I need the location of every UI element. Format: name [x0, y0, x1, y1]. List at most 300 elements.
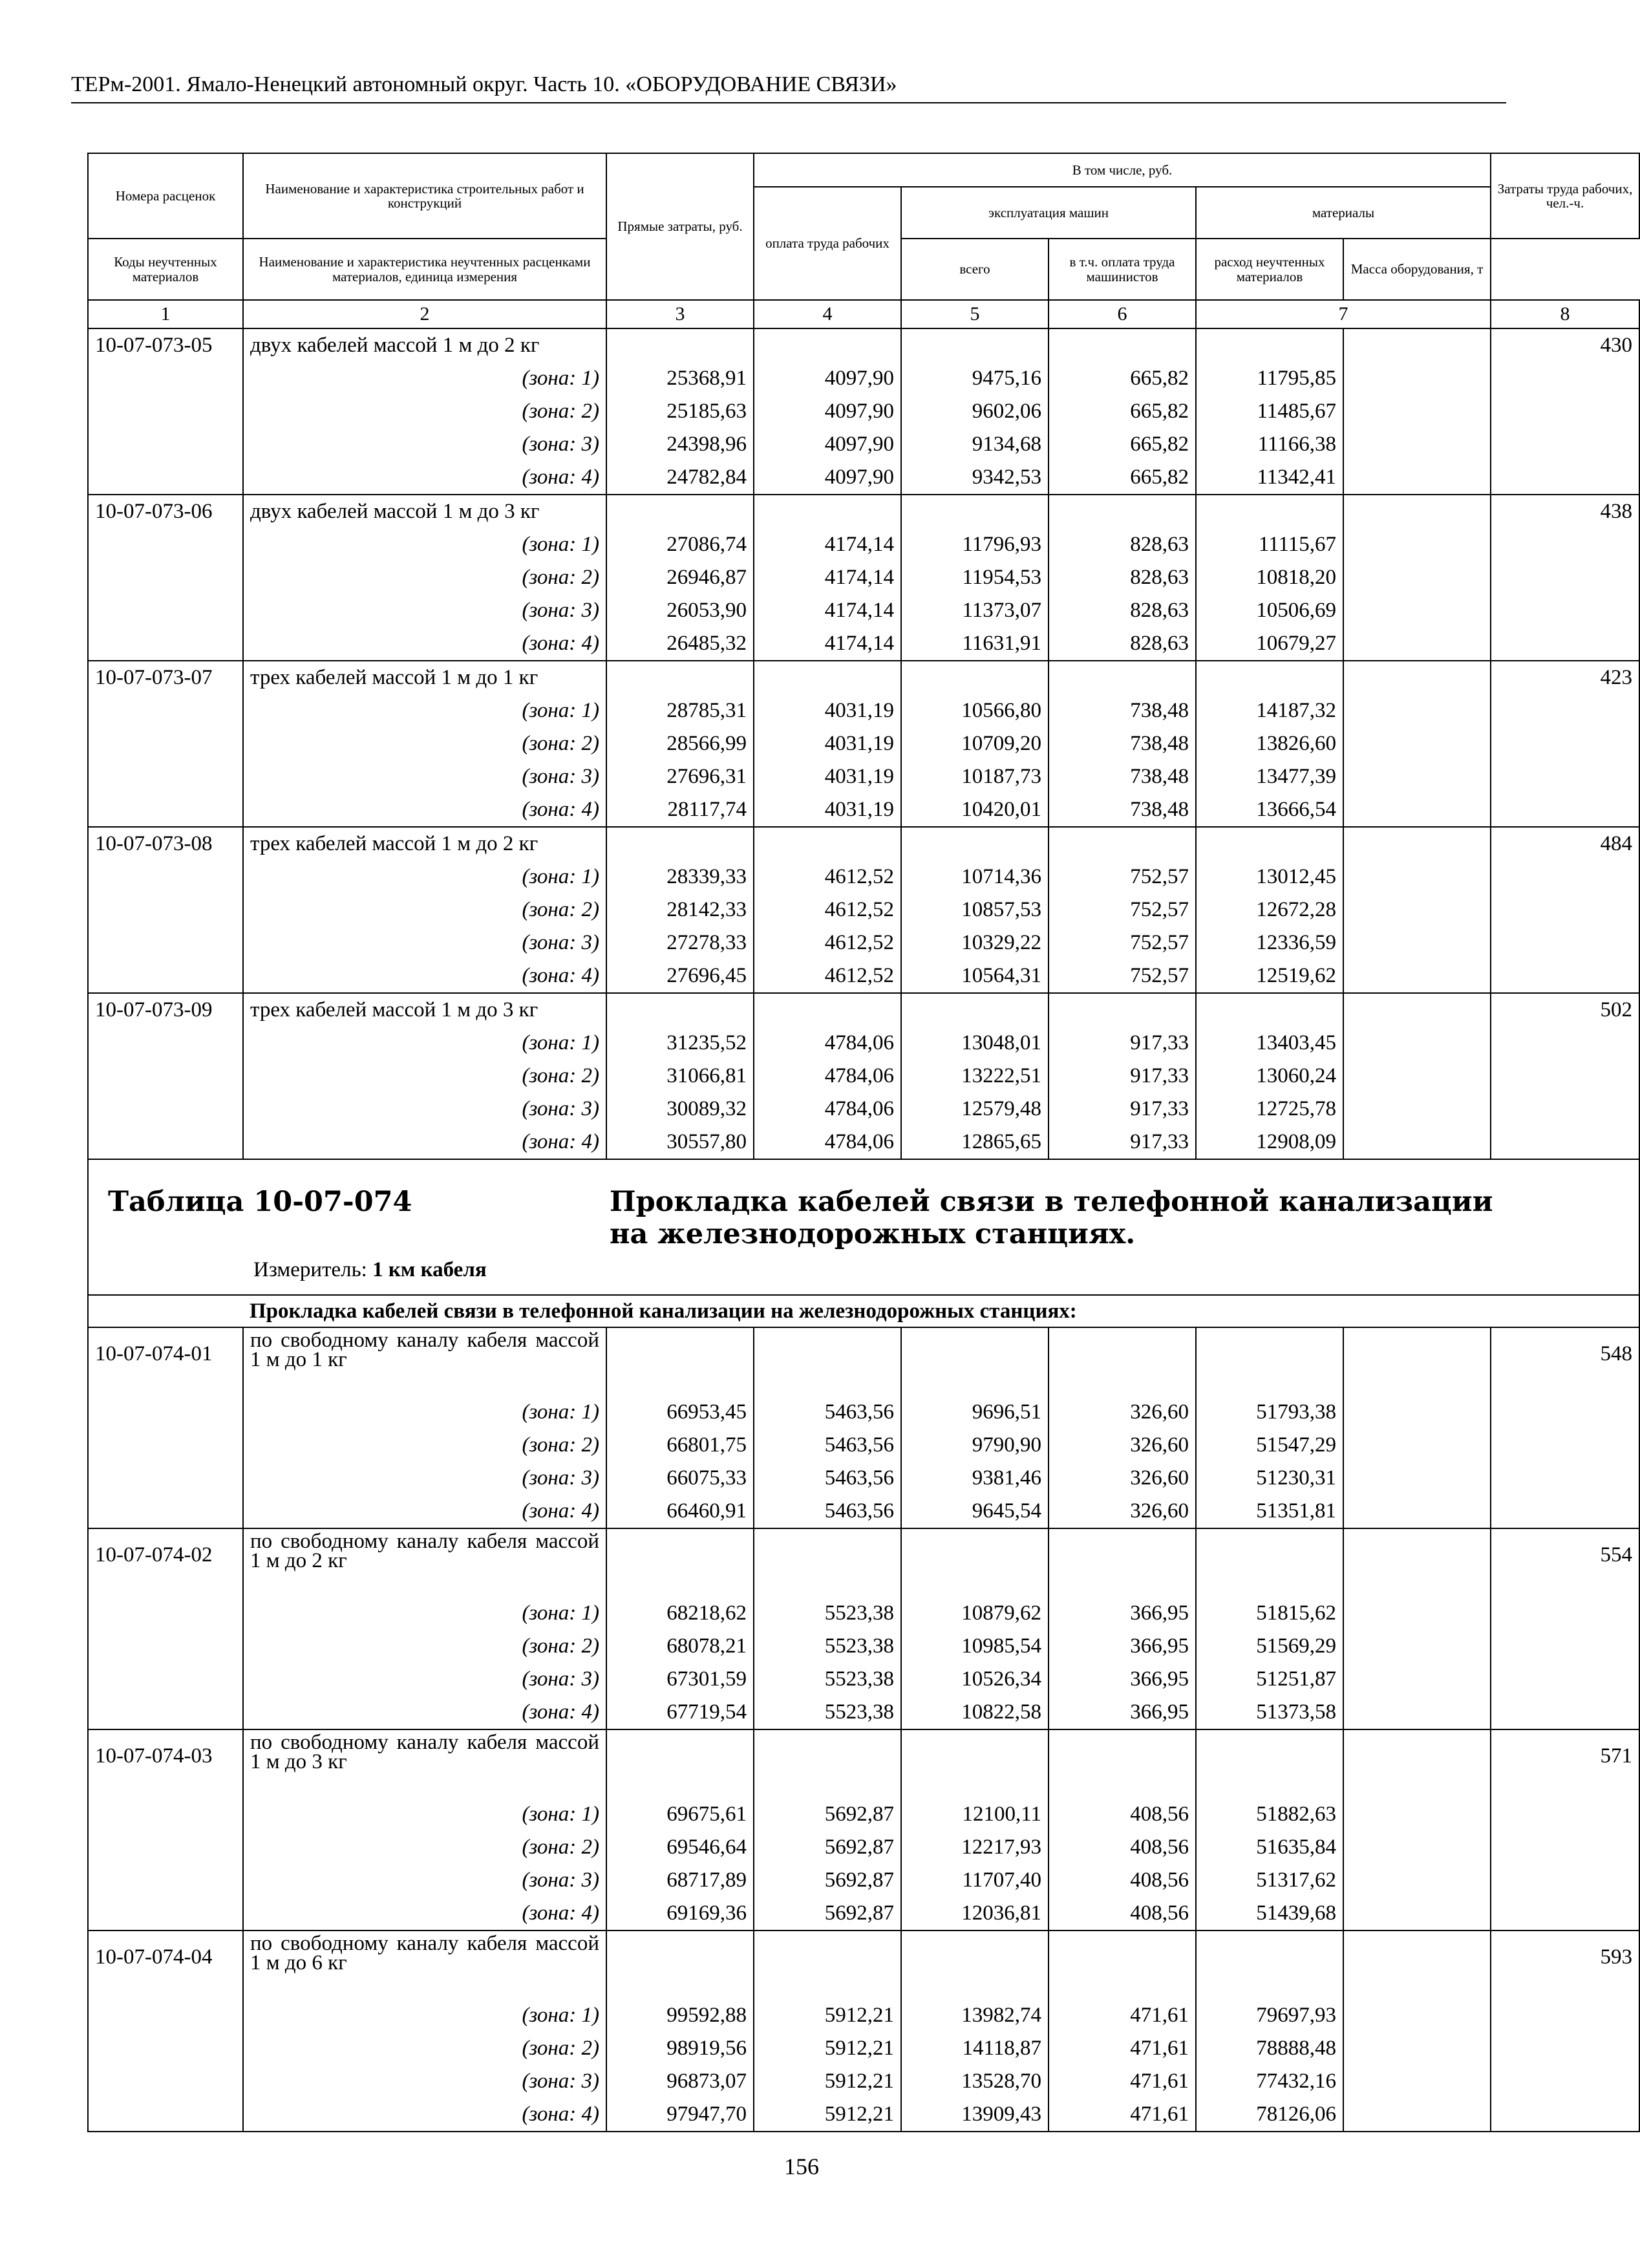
machinist-pay-value: 471,61	[1049, 2032, 1196, 2065]
col-num-5: 5	[901, 300, 1049, 328]
empty-cell	[88, 627, 243, 661]
materials-value: 12908,09	[1196, 1126, 1343, 1159]
zone-label: (зона: 1)	[243, 528, 606, 561]
rate-row	[88, 993, 1639, 1027]
empty-cell	[1491, 793, 1639, 827]
machines-total-value: 9602,06	[901, 395, 1049, 428]
zone-row	[88, 1462, 1639, 1495]
empty-cell	[1343, 1999, 1491, 2032]
machinist-pay-value: 366,95	[1049, 1630, 1196, 1663]
labor-costs: 502	[1491, 993, 1639, 1027]
materials-value: 13826,60	[1196, 727, 1343, 760]
zone-label: (зона: 4)	[243, 627, 606, 661]
direct-costs-value: 68218,62	[606, 1597, 754, 1630]
empty-cell	[1491, 1396, 1639, 1429]
materials-value: 13012,45	[1196, 861, 1343, 893]
worker-pay-value: 5692,87	[754, 1897, 901, 1931]
empty-cell	[88, 694, 243, 727]
table-section-header	[88, 1159, 1639, 1295]
empty-cell	[88, 1630, 243, 1663]
zone-row	[88, 1597, 1639, 1630]
machinist-pay-value: 366,95	[1049, 1597, 1196, 1630]
machinist-pay-value: 738,48	[1049, 727, 1196, 760]
zone-row	[88, 627, 1639, 661]
worker-pay-value: 4784,06	[754, 1126, 901, 1159]
empty-cell	[1196, 993, 1343, 1027]
machines-total-value: 11707,40	[901, 1864, 1049, 1897]
empty-cell	[1343, 1495, 1491, 1528]
direct-costs-value: 31235,52	[606, 1027, 754, 1060]
empty-cell	[1491, 1597, 1639, 1630]
worker-pay-value: 5463,56	[754, 1429, 901, 1462]
materials-value: 51882,63	[1196, 1798, 1343, 1831]
materials-value: 51230,31	[1196, 1462, 1343, 1495]
zone-row	[88, 1126, 1639, 1159]
direct-costs-value: 67719,54	[606, 1696, 754, 1729]
direct-costs-value: 25185,63	[606, 395, 754, 428]
zone-label: (зона: 2)	[243, 1429, 606, 1462]
rate-row	[88, 1931, 1639, 1999]
worker-pay-value: 4784,06	[754, 1093, 901, 1126]
materials-value: 78126,06	[1196, 2098, 1343, 2132]
machinist-pay-value: 738,48	[1049, 793, 1196, 827]
empty-cell	[1491, 1093, 1639, 1126]
empty-cell	[1491, 362, 1639, 395]
materials-value: 13477,39	[1196, 760, 1343, 793]
worker-pay-value: 4097,90	[754, 428, 901, 461]
empty-cell	[88, 1864, 243, 1897]
header-labor-costs: Затраты труда рабочих, чел.-ч.	[1491, 153, 1639, 239]
direct-costs-value: 30557,80	[606, 1126, 754, 1159]
direct-costs-value: 28142,33	[606, 893, 754, 926]
zone-label: (зона: 1)	[243, 1798, 606, 1831]
empty-cell	[88, 1126, 243, 1159]
zone-label: (зона: 4)	[243, 959, 606, 993]
empty-cell	[88, 1093, 243, 1126]
materials-value: 11115,67	[1196, 528, 1343, 561]
machinist-pay-value: 665,82	[1049, 362, 1196, 395]
machines-total-value: 10420,01	[901, 793, 1049, 827]
worker-pay-value: 4174,14	[754, 561, 901, 594]
materials-value: 11166,38	[1196, 428, 1343, 461]
header-materials: материалы	[1196, 187, 1491, 239]
unit-of-measure	[253, 1258, 487, 1282]
empty-cell	[1196, 661, 1343, 694]
worker-pay-value: 5912,21	[754, 2065, 901, 2098]
empty-cell	[88, 1597, 243, 1630]
empty-cell	[1491, 959, 1639, 993]
empty-cell	[1343, 1663, 1491, 1696]
materials-value: 12672,28	[1196, 893, 1343, 926]
materials-value: 79697,93	[1196, 1999, 1343, 2032]
empty-cell	[1491, 1696, 1639, 1729]
empty-cell	[1049, 1931, 1196, 1999]
zone-row	[88, 760, 1639, 793]
empty-cell	[1491, 760, 1639, 793]
materials-value: 78888,48	[1196, 2032, 1343, 2065]
empty-cell	[1343, 827, 1491, 861]
labor-costs: 438	[1491, 495, 1639, 528]
machines-total-value: 10566,80	[901, 694, 1049, 727]
zone-row	[88, 1864, 1639, 1897]
rate-row	[88, 495, 1639, 528]
direct-costs-value: 69546,64	[606, 1831, 754, 1864]
machinist-pay-value: 471,61	[1049, 2065, 1196, 2098]
labor-costs: 430	[1491, 328, 1639, 362]
empty-cell	[901, 328, 1049, 362]
empty-cell	[1343, 1864, 1491, 1897]
zone-label: (зона: 3)	[243, 2065, 606, 2098]
empty-cell	[88, 1999, 243, 2032]
col-num-1: 1	[88, 300, 243, 328]
machines-total-value: 10985,54	[901, 1630, 1049, 1663]
empty-cell	[88, 760, 243, 793]
empty-cell	[754, 495, 901, 528]
empty-cell	[1049, 1729, 1196, 1798]
rate-code: 10-07-073-08	[88, 827, 243, 861]
table-subheading: Прокладка кабелей связи в телефонной канализации на железнодорожных станциях:	[243, 1295, 1639, 1327]
empty-cell	[1343, 561, 1491, 594]
worker-pay-value: 5912,21	[754, 2032, 901, 2065]
empty-cell	[88, 1027, 243, 1060]
zone-row	[88, 1495, 1639, 1528]
materials-value: 51569,29	[1196, 1630, 1343, 1663]
zone-row	[88, 1093, 1639, 1126]
empty-cell	[1491, 428, 1639, 461]
materials-value: 13060,24	[1196, 1060, 1343, 1093]
materials-value: 51251,87	[1196, 1663, 1343, 1696]
empty-cell	[1196, 1931, 1343, 1999]
header-machines-total: всего	[901, 239, 1049, 300]
machines-total-value: 10857,53	[901, 893, 1049, 926]
empty-cell	[754, 661, 901, 694]
empty-cell	[88, 362, 243, 395]
machines-total-value: 9645,54	[901, 1495, 1049, 1528]
machinist-pay-value: 408,56	[1049, 1831, 1196, 1864]
materials-value: 51373,58	[1196, 1696, 1343, 1729]
col-num-8: 8	[1491, 300, 1639, 328]
direct-costs-value: 98919,56	[606, 2032, 754, 2065]
empty-cell	[88, 1060, 243, 1093]
header-material-names: Наименование и характеристика неучтенных расценками материалов, единица измерения	[243, 239, 606, 300]
worker-pay-value: 5523,38	[754, 1663, 901, 1696]
empty-cell	[1343, 461, 1491, 495]
empty-cell	[1343, 627, 1491, 661]
empty-cell	[1491, 1897, 1639, 1931]
zone-label: (зона: 4)	[243, 1495, 606, 1528]
worker-pay-value: 4174,14	[754, 528, 901, 561]
machines-total-value: 9342,53	[901, 461, 1049, 495]
empty-cell	[606, 1327, 754, 1396]
machinist-pay-value: 366,95	[1049, 1696, 1196, 1729]
empty-cell	[1343, 1831, 1491, 1864]
worker-pay-value: 5463,56	[754, 1495, 901, 1528]
empty-cell	[1343, 1093, 1491, 1126]
empty-cell	[88, 926, 243, 959]
zone-row	[88, 1630, 1639, 1663]
direct-costs-value: 68717,89	[606, 1864, 754, 1897]
worker-pay-value: 4097,90	[754, 395, 901, 428]
machinist-pay-value: 665,82	[1049, 461, 1196, 495]
direct-costs-value: 96873,07	[606, 2065, 754, 2098]
rate-name: трех кабелей массой 1 м до 1 кг	[243, 661, 606, 694]
zone-label: (зона: 3)	[243, 760, 606, 793]
empty-cell	[1491, 1495, 1639, 1528]
direct-costs-value: 24782,84	[606, 461, 754, 495]
empty-cell	[1491, 727, 1639, 760]
empty-cell	[1491, 1864, 1639, 1897]
zone-label: (зона: 1)	[243, 1027, 606, 1060]
empty-cell	[1491, 461, 1639, 495]
empty-cell	[1491, 2098, 1639, 2132]
empty-cell	[88, 1495, 243, 1528]
empty-cell	[754, 1729, 901, 1798]
header-worker-pay: оплата труда рабочих	[754, 187, 901, 300]
machinist-pay-value: 752,57	[1049, 959, 1196, 993]
empty-cell	[88, 1831, 243, 1864]
empty-cell	[1343, 328, 1491, 362]
empty-cell	[1343, 594, 1491, 627]
zone-label: (зона: 1)	[243, 362, 606, 395]
machinist-pay-value: 408,56	[1049, 1798, 1196, 1831]
worker-pay-value: 4784,06	[754, 1027, 901, 1060]
header-unaccounted-materials: расход неучтенных материалов	[1196, 239, 1343, 300]
machinist-pay-value: 828,63	[1049, 594, 1196, 627]
empty-cell	[1196, 328, 1343, 362]
zone-row	[88, 1060, 1639, 1093]
empty-cell	[88, 1897, 243, 1931]
rate-row	[88, 1528, 1639, 1597]
zone-row	[88, 362, 1639, 395]
empty-cell	[1343, 2065, 1491, 2098]
rate-name: по свободному каналу кабеля массой 1 м до 1 кг	[243, 1327, 606, 1396]
zone-label: (зона: 4)	[243, 2098, 606, 2132]
empty-cell	[1343, 1798, 1491, 1831]
machines-total-value: 9790,90	[901, 1429, 1049, 1462]
machinist-pay-value: 738,48	[1049, 760, 1196, 793]
materials-value: 51317,62	[1196, 1864, 1343, 1897]
zone-label: (зона: 3)	[243, 1864, 606, 1897]
machines-total-value: 10822,58	[901, 1696, 1049, 1729]
zone-row	[88, 1396, 1639, 1429]
worker-pay-value: 4031,19	[754, 694, 901, 727]
col-num-3: 3	[606, 300, 754, 328]
machines-total-value: 11796,93	[901, 528, 1049, 561]
empty-cell	[1343, 893, 1491, 926]
empty-cell	[1343, 1729, 1491, 1798]
empty-cell	[1491, 861, 1639, 893]
direct-costs-value: 26946,87	[606, 561, 754, 594]
table-body-a	[88, 328, 1639, 1159]
empty-cell	[606, 1528, 754, 1597]
subheading-spacer	[88, 1295, 243, 1327]
empty-cell	[88, 2065, 243, 2098]
zone-label: (зона: 1)	[243, 1597, 606, 1630]
worker-pay-value: 5912,21	[754, 2098, 901, 2132]
empty-cell	[88, 428, 243, 461]
col-num-6: 6	[1049, 300, 1196, 328]
table-title-line-1: Прокладка кабелей связи в телефонной канализации	[610, 1186, 1493, 1218]
machinist-pay-value: 408,56	[1049, 1864, 1196, 1897]
direct-costs-value: 26053,90	[606, 594, 754, 627]
rate-code: 10-07-073-07	[88, 661, 243, 694]
worker-pay-value: 4612,52	[754, 893, 901, 926]
empty-cell	[606, 1729, 754, 1798]
zone-row	[88, 694, 1639, 727]
empty-cell	[1343, 1327, 1491, 1396]
rate-code: 10-07-073-09	[88, 993, 243, 1027]
header-machinist-pay: в т.ч. оплата труда машинистов	[1049, 239, 1196, 300]
worker-pay-value: 5523,38	[754, 1630, 901, 1663]
empty-cell	[1491, 1798, 1639, 1831]
direct-costs-value: 28566,99	[606, 727, 754, 760]
worker-pay-value: 5523,38	[754, 1597, 901, 1630]
empty-cell	[1491, 694, 1639, 727]
empty-cell	[901, 993, 1049, 1027]
empty-cell	[88, 395, 243, 428]
table-title	[610, 1186, 1493, 1250]
materials-value: 13403,45	[1196, 1027, 1343, 1060]
zone-label: (зона: 3)	[243, 428, 606, 461]
empty-cell	[1049, 1327, 1196, 1396]
empty-cell	[754, 827, 901, 861]
machines-total-value: 13909,43	[901, 2098, 1049, 2132]
empty-cell	[1343, 428, 1491, 461]
materials-value: 51351,81	[1196, 1495, 1343, 1528]
empty-cell	[1196, 1528, 1343, 1597]
zone-row	[88, 461, 1639, 495]
labor-costs: 548	[1491, 1327, 1639, 1396]
machines-total-value: 14118,87	[901, 2032, 1049, 2065]
empty-cell	[901, 1327, 1049, 1396]
empty-cell	[1343, 1696, 1491, 1729]
zone-row	[88, 1663, 1639, 1696]
rate-code: 10-07-073-05	[88, 328, 243, 362]
labor-costs: 593	[1491, 1931, 1639, 1999]
empty-cell	[1196, 495, 1343, 528]
direct-costs-value: 26485,32	[606, 627, 754, 661]
labor-costs: 571	[1491, 1729, 1639, 1798]
materials-value: 13666,54	[1196, 793, 1343, 827]
machinist-pay-value: 326,60	[1049, 1462, 1196, 1495]
machines-total-value: 10564,31	[901, 959, 1049, 993]
zone-row	[88, 727, 1639, 760]
machinist-pay-value: 738,48	[1049, 694, 1196, 727]
empty-cell	[1491, 893, 1639, 926]
zone-label: (зона: 2)	[243, 1630, 606, 1663]
machinist-pay-value: 828,63	[1049, 627, 1196, 661]
empty-cell	[1049, 827, 1196, 861]
materials-value: 11795,85	[1196, 362, 1343, 395]
machinist-pay-value: 408,56	[1049, 1897, 1196, 1931]
zone-label: (зона: 2)	[243, 727, 606, 760]
machinist-pay-value: 917,33	[1049, 1093, 1196, 1126]
empty-cell	[1491, 926, 1639, 959]
zone-row	[88, 959, 1639, 993]
zone-label: (зона: 2)	[243, 893, 606, 926]
machinist-pay-value: 917,33	[1049, 1126, 1196, 1159]
empty-cell	[88, 959, 243, 993]
direct-costs-value: 66953,45	[606, 1396, 754, 1429]
zone-row	[88, 893, 1639, 926]
empty-cell	[606, 993, 754, 1027]
empty-cell	[1196, 1327, 1343, 1396]
worker-pay-value: 4612,52	[754, 959, 901, 993]
empty-cell	[1491, 395, 1639, 428]
worker-pay-value: 4097,90	[754, 461, 901, 495]
machines-total-value: 11954,53	[901, 561, 1049, 594]
empty-cell	[88, 1429, 243, 1462]
empty-cell	[1343, 727, 1491, 760]
empty-cell	[606, 661, 754, 694]
machines-total-value: 13982,74	[901, 1999, 1049, 2032]
direct-costs-value: 28339,33	[606, 861, 754, 893]
empty-cell	[88, 861, 243, 893]
zone-label: (зона: 2)	[243, 2032, 606, 2065]
empty-cell	[1343, 694, 1491, 727]
machines-total-value: 13048,01	[901, 1027, 1049, 1060]
rate-code: 10-07-073-06	[88, 495, 243, 528]
empty-cell	[1491, 1126, 1639, 1159]
machinist-pay-value: 326,60	[1049, 1495, 1196, 1528]
rate-code: 10-07-074-04	[88, 1931, 243, 1999]
direct-costs-value: 69675,61	[606, 1798, 754, 1831]
zone-label: (зона: 1)	[243, 1396, 606, 1429]
empty-cell	[1049, 661, 1196, 694]
machinist-pay-value: 326,60	[1049, 1429, 1196, 1462]
zone-row	[88, 2098, 1639, 2132]
materials-value: 51547,29	[1196, 1429, 1343, 1462]
empty-cell	[1343, 2032, 1491, 2065]
header-equipment-mass: Масса оборудования, т	[1343, 239, 1491, 300]
empty-cell	[1343, 528, 1491, 561]
worker-pay-value: 4612,52	[754, 926, 901, 959]
machines-total-value: 9475,16	[901, 362, 1049, 395]
machinist-pay-value: 326,60	[1049, 1396, 1196, 1429]
empty-cell	[1343, 1897, 1491, 1931]
header-work-name: Наименование и характеристика строительных работ и конструкций	[243, 153, 606, 239]
col-num-2: 2	[243, 300, 606, 328]
materials-value: 12519,62	[1196, 959, 1343, 993]
meter-value: 1 км кабеля	[372, 1258, 487, 1281]
rate-row	[88, 328, 1639, 362]
direct-costs-value: 25368,91	[606, 362, 754, 395]
col-num-4: 4	[754, 300, 901, 328]
materials-value: 51815,62	[1196, 1597, 1343, 1630]
empty-cell	[88, 2032, 243, 2065]
machines-total-value: 10714,36	[901, 861, 1049, 893]
table-label: Таблица 10-07-074	[108, 1186, 412, 1218]
empty-cell	[1343, 395, 1491, 428]
zone-row	[88, 1831, 1639, 1864]
empty-cell	[1049, 1528, 1196, 1597]
empty-cell	[1343, 793, 1491, 827]
empty-cell	[1343, 861, 1491, 893]
meter-label: Измеритель:	[253, 1258, 367, 1281]
worker-pay-value: 5692,87	[754, 1864, 901, 1897]
page-header: ТЕРм-2001. Ямало-Ненецкий автономный округ. Часть 10. «ОБОРУДОВАНИЕ СВЯЗИ»	[71, 72, 1506, 103]
machinist-pay-value: 366,95	[1049, 1663, 1196, 1696]
machines-total-value: 10709,20	[901, 727, 1049, 760]
materials-value: 51439,68	[1196, 1897, 1343, 1931]
machinist-pay-value: 828,63	[1049, 561, 1196, 594]
machines-total-value: 10879,62	[901, 1597, 1049, 1630]
empty-cell	[1343, 1429, 1491, 1462]
rate-name: по свободному каналу кабеля массой 1 м до 3 кг	[243, 1729, 606, 1798]
worker-pay-value: 5523,38	[754, 1696, 901, 1729]
materials-value: 12336,59	[1196, 926, 1343, 959]
zone-row	[88, 428, 1639, 461]
